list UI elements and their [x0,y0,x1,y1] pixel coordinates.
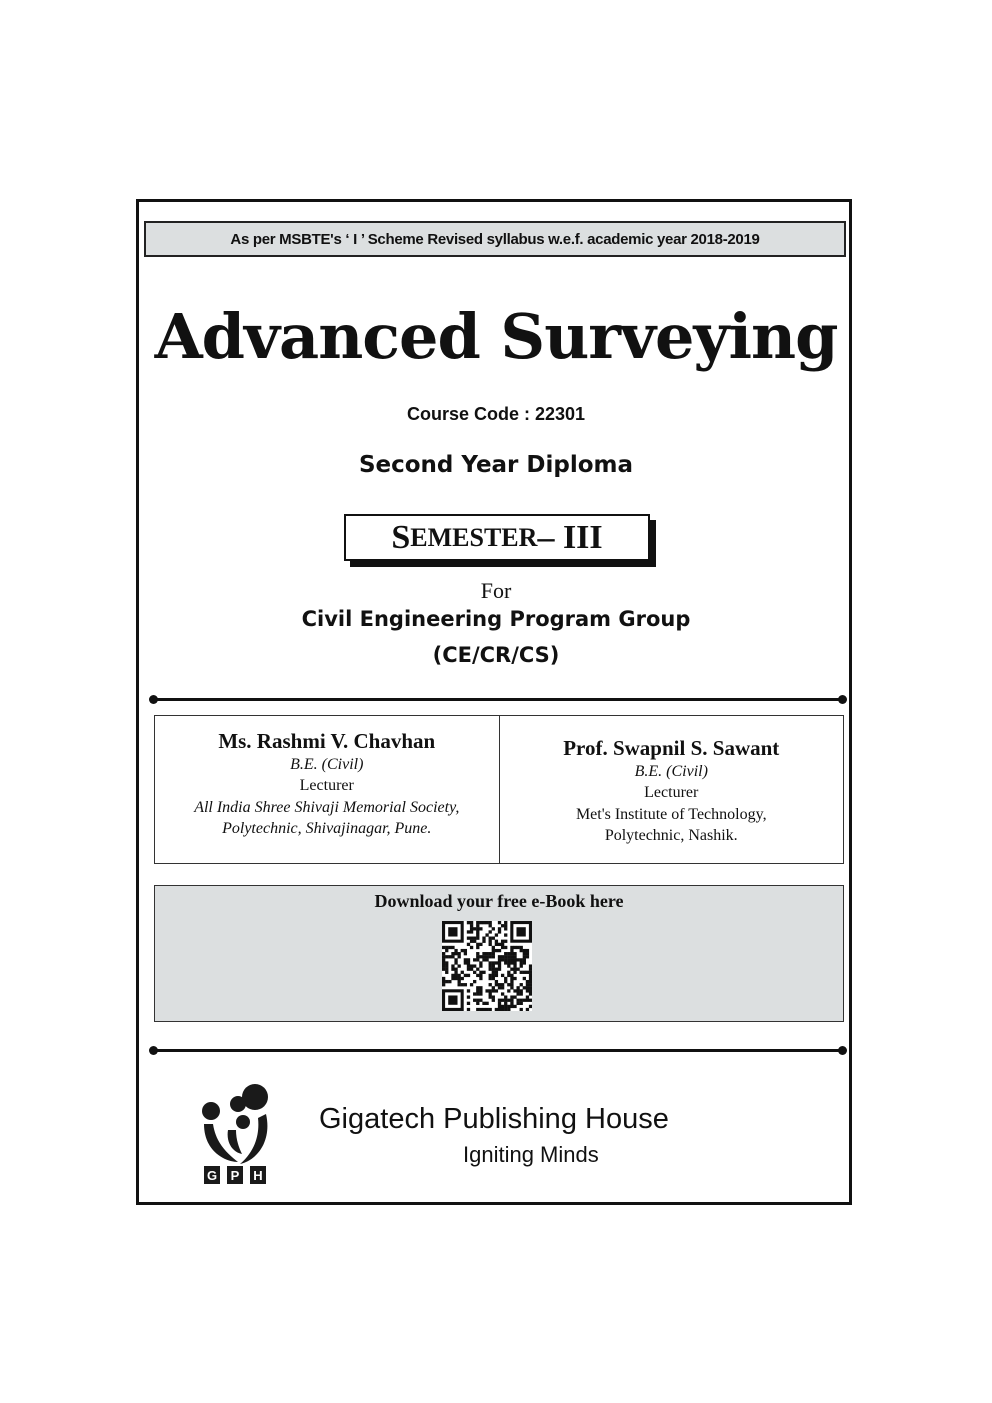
semester-number: – III [537,518,603,556]
author-institution: All India Shree Shivaji Memorial Society, [194,799,460,816]
semester-initial: S [391,518,411,556]
author-institution: Met's Institute of Technology, [575,806,767,823]
divider-dot [149,695,158,704]
author-degree: B.E. (Civil) [634,763,708,780]
divider-bottom [153,1049,843,1052]
download-box [154,885,844,1022]
author-card [500,716,844,863]
divider-dot [149,1046,158,1055]
semester-rest: EMESTER [410,522,538,552]
year-label: Second Year Diploma [358,452,634,478]
program-group: Civil Engineering Program Group [301,607,691,631]
semester-box [344,514,650,561]
logo-letter: H [253,1168,263,1183]
download-label: Download your free e-Book here [374,891,624,911]
author-card [155,716,500,863]
qr-code-icon[interactable] [442,921,532,1011]
author-role: Lecturer [644,784,699,801]
logo-letter: G [206,1168,218,1183]
syllabus-banner: As per MSBTE's ‘ I ’ Scheme Revised syllabus w.e.f. academic year 2018-2019 [144,221,846,257]
author-name: Prof. Swapnil S. Sawant [563,736,780,760]
course-code: Course Code : 22301 [406,404,586,424]
author-role: Lecturer [299,777,354,794]
authors-box [154,715,844,864]
publisher-name: Gigatech Publishing House [319,1103,669,1135]
gph-logo-icon [198,1080,272,1186]
for-label: For [480,578,512,603]
divider-dot [838,1046,847,1055]
book-title: Advanced Surveying [154,300,838,373]
logo-letter: P [230,1168,240,1183]
author-institution: Polytechnic, Shivajinagar, Pune. [222,820,432,837]
author-name: Ms. Rashmi V. Chavhan [218,729,436,753]
divider-top [153,698,843,701]
publisher-tagline: Igniting Minds [463,1142,599,1167]
author-degree: B.E. (Civil) [290,756,364,773]
author-institution: Polytechnic, Nashik. [604,827,738,844]
divider-dot [838,695,847,704]
program-codes: (CE/CR/CS) [432,643,560,667]
qr-code-graphic [442,921,532,1011]
